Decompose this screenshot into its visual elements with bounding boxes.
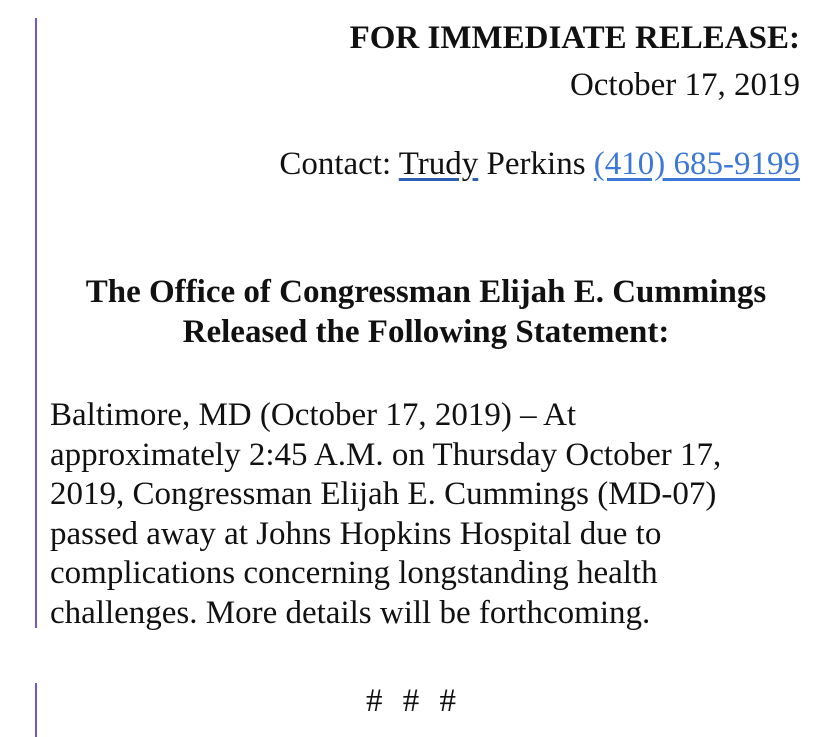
contact-phone-link[interactable]: (410) 685-9199	[593, 146, 800, 182]
statement-body	[50, 396, 810, 633]
contact-last-name: Perkins	[478, 146, 594, 182]
contact-label: Contact:	[279, 146, 399, 182]
statement-line: challenges. More details will be forthcoming.	[50, 594, 651, 631]
contact-first-name: Trudy	[398, 146, 479, 182]
office-title-line: Released the Following Statement:	[182, 314, 670, 350]
end-marks: # # #	[366, 683, 462, 719]
quote-bar	[35, 18, 37, 628]
release-date: October 17, 2019	[569, 67, 800, 103]
statement-line: approximately 2:45 A.M. on Thursday October 17,	[50, 436, 722, 473]
statement-line: Baltimore, MD (October 17, 2019) – At	[50, 397, 577, 433]
statement-line: complications concerning longstanding health	[50, 555, 658, 591]
office-title-line: The Office of Congressman Elijah E. Cummings	[85, 274, 767, 310]
statement-line: passed away at Johns Hopkins Hospital due to	[50, 515, 662, 552]
release-heading: FOR IMMEDIATE RELEASE:	[349, 20, 800, 56]
office-title	[50, 272, 802, 352]
contact-line	[279, 146, 800, 183]
statement-line: 2019, Congressman Elijah E. Cummings (MD-07)	[50, 476, 717, 512]
